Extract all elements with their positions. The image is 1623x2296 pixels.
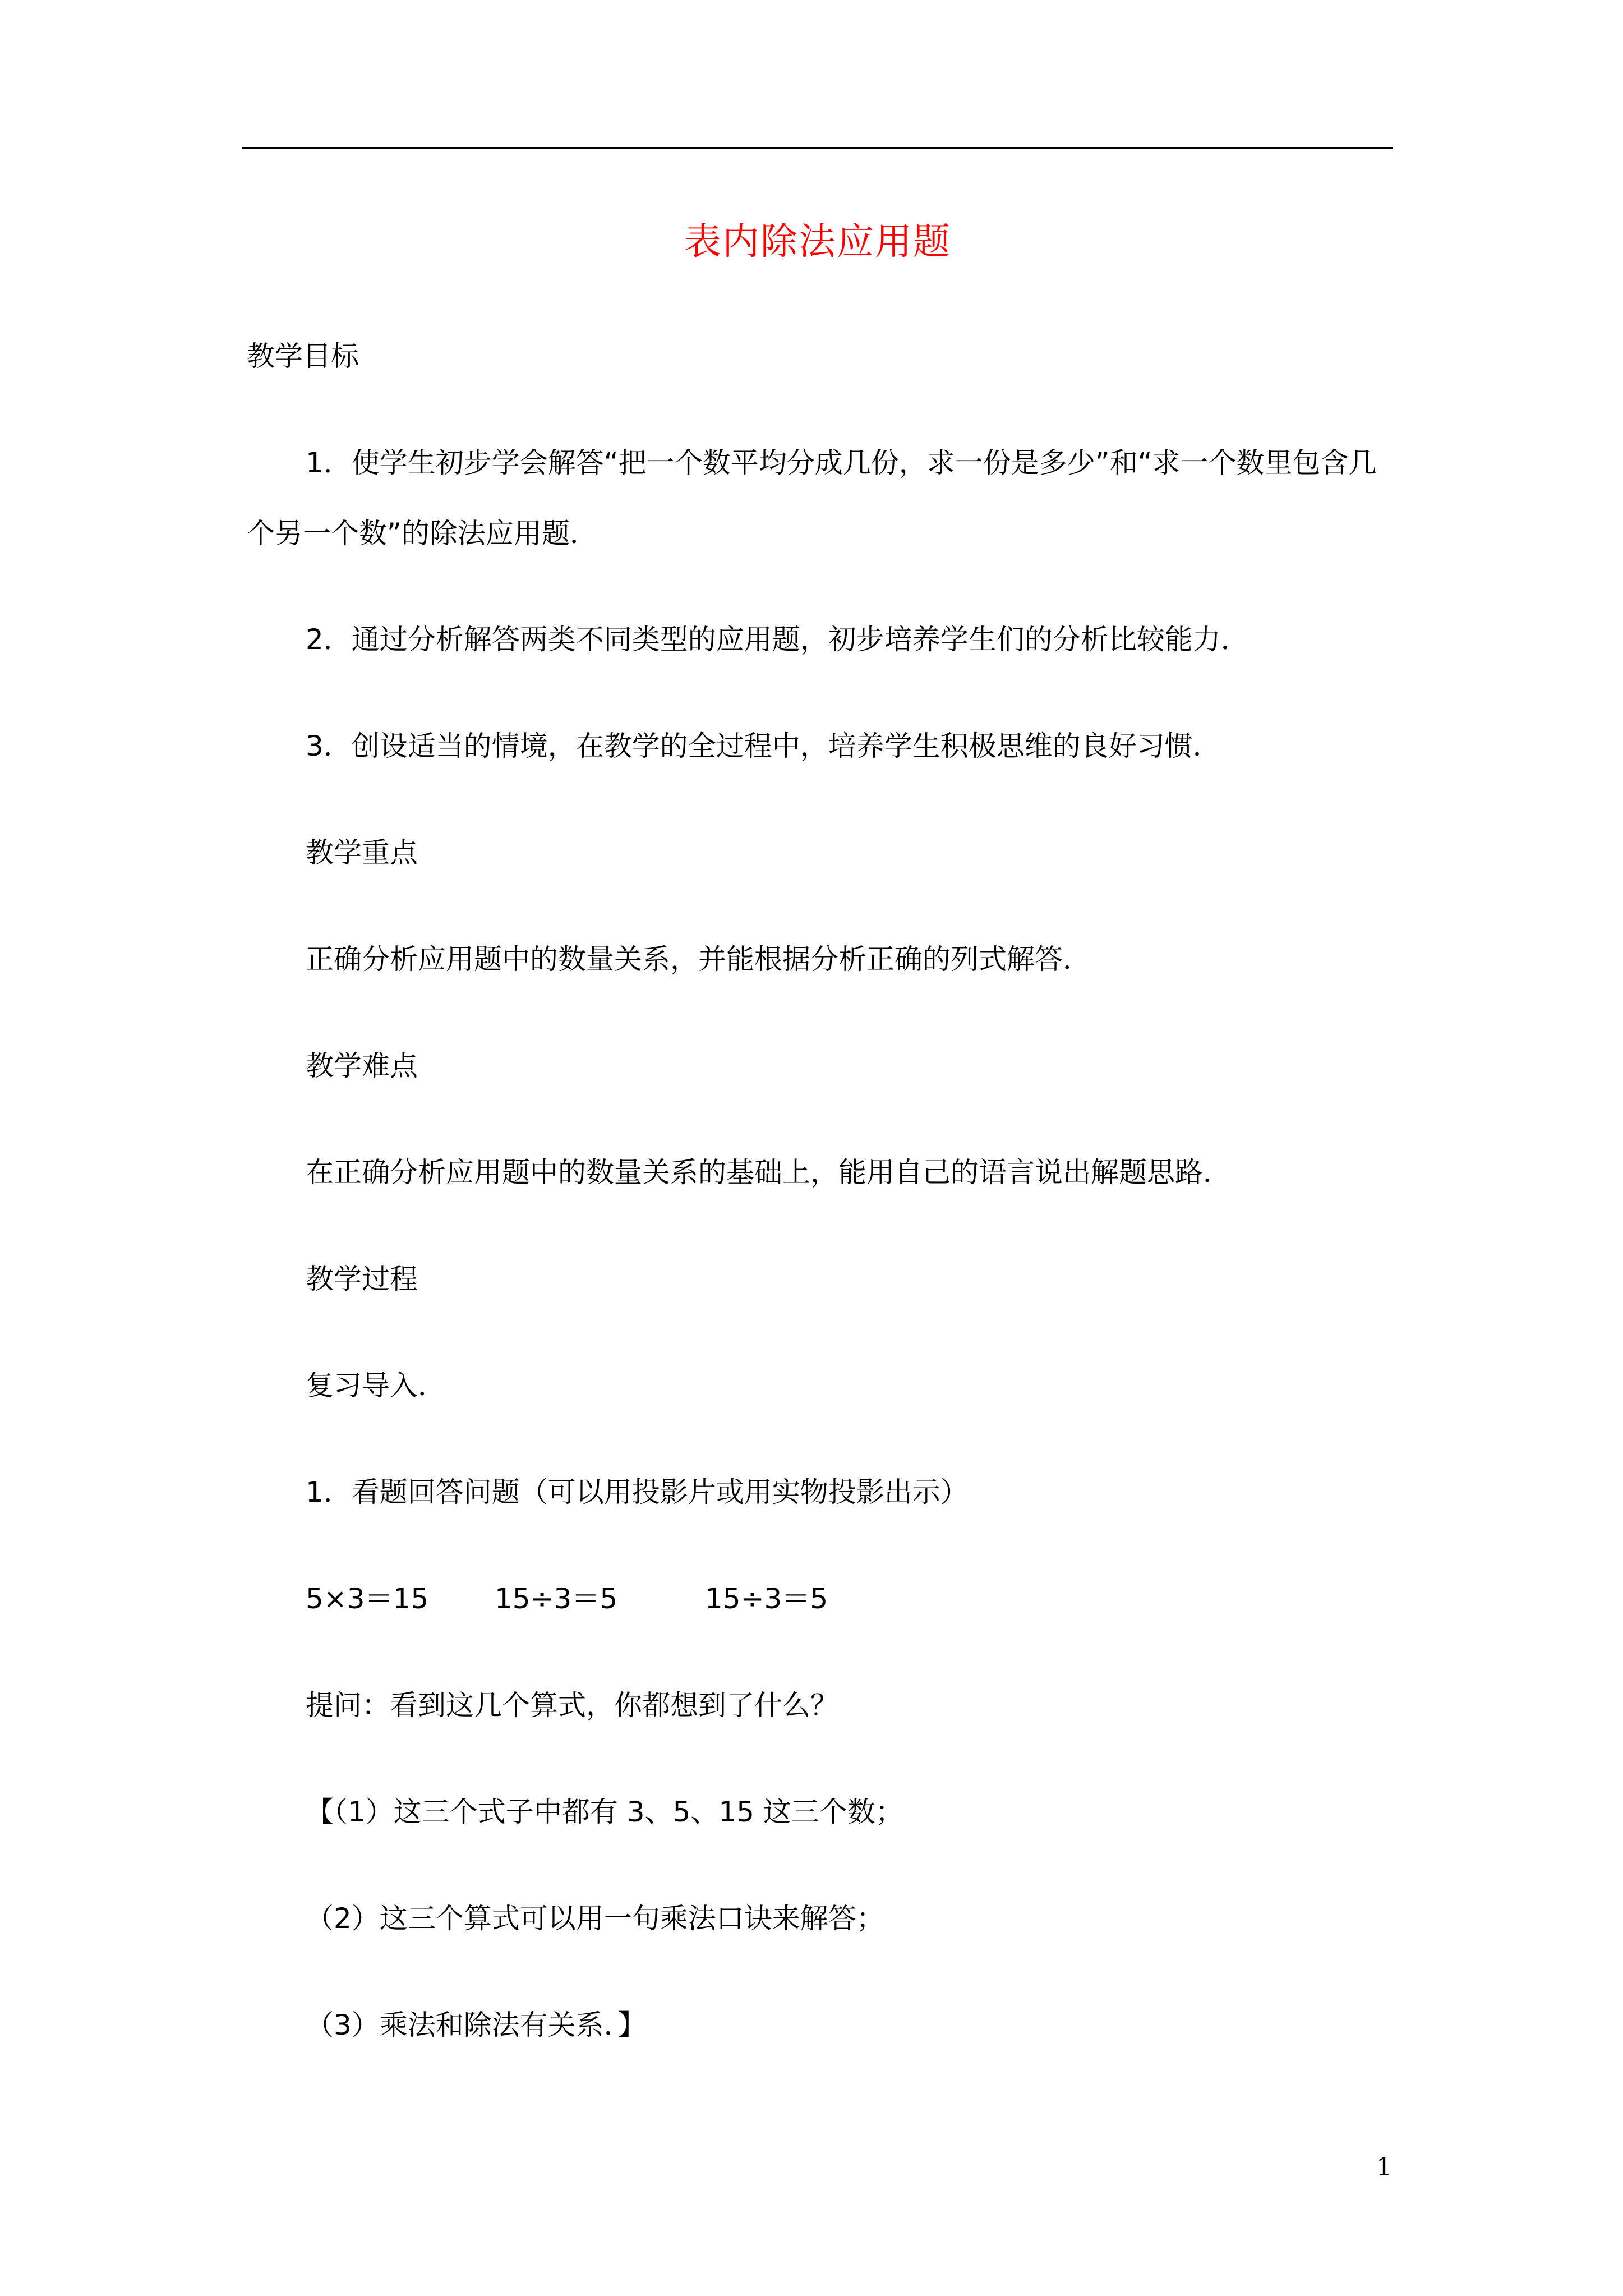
difficulties-heading: 教学难点: [306, 1050, 418, 1082]
process-heading: 教学过程: [306, 1263, 418, 1295]
question-text: 提问：看到这几个算式，你都想到了什么？: [306, 1689, 838, 1722]
objective-1-line-2: 个另一个数”的除法应用题．: [247, 517, 598, 550]
objective-1-line-1: 1．使学生初步学会解答“把一个数平均分成几份，求一份是多少”和“求一个数里包含几: [306, 447, 1377, 479]
equation-2: 15÷3＝5: [495, 1582, 618, 1615]
objective-3: 3．创设适当的情境，在教学的全过程中，培养学生积极思维的良好习惯．: [306, 730, 1221, 762]
key-points-heading: 教学重点: [306, 836, 418, 869]
objectives-heading: 教学目标: [247, 340, 359, 372]
answer-3: （3）乘法和除法有关系．】: [306, 2009, 646, 2041]
key-points-text: 正确分析应用题中的数量关系，并能根据分析正确的列式解答．: [306, 943, 1091, 976]
document-title: 表内除法应用题: [684, 220, 951, 263]
difficulties-text: 在正确分析应用题中的数量关系的基础上，能用自己的语言说出解题思路．: [306, 1156, 1231, 1189]
review-item-1: 1．看题回答问题（可以用投影片或用实物投影出示）: [306, 1476, 969, 1508]
review-heading: 复习导入．: [306, 1369, 446, 1402]
header-rule: [242, 147, 1393, 149]
answer-1: 【（1）这三个式子中都有 3、5、15 这三个数；: [306, 1796, 903, 1828]
objective-2: 2．通过分析解答两类不同类型的应用题，初步培养学生们的分析比较能力．: [306, 623, 1249, 656]
equation-3: 15÷3＝5: [705, 1582, 828, 1615]
page-number: 1: [1376, 2153, 1392, 2182]
equation-1: 5×3＝15: [306, 1582, 429, 1615]
answer-2: （2）这三个算式可以用一句乘法口诀来解答；: [306, 1902, 884, 1935]
